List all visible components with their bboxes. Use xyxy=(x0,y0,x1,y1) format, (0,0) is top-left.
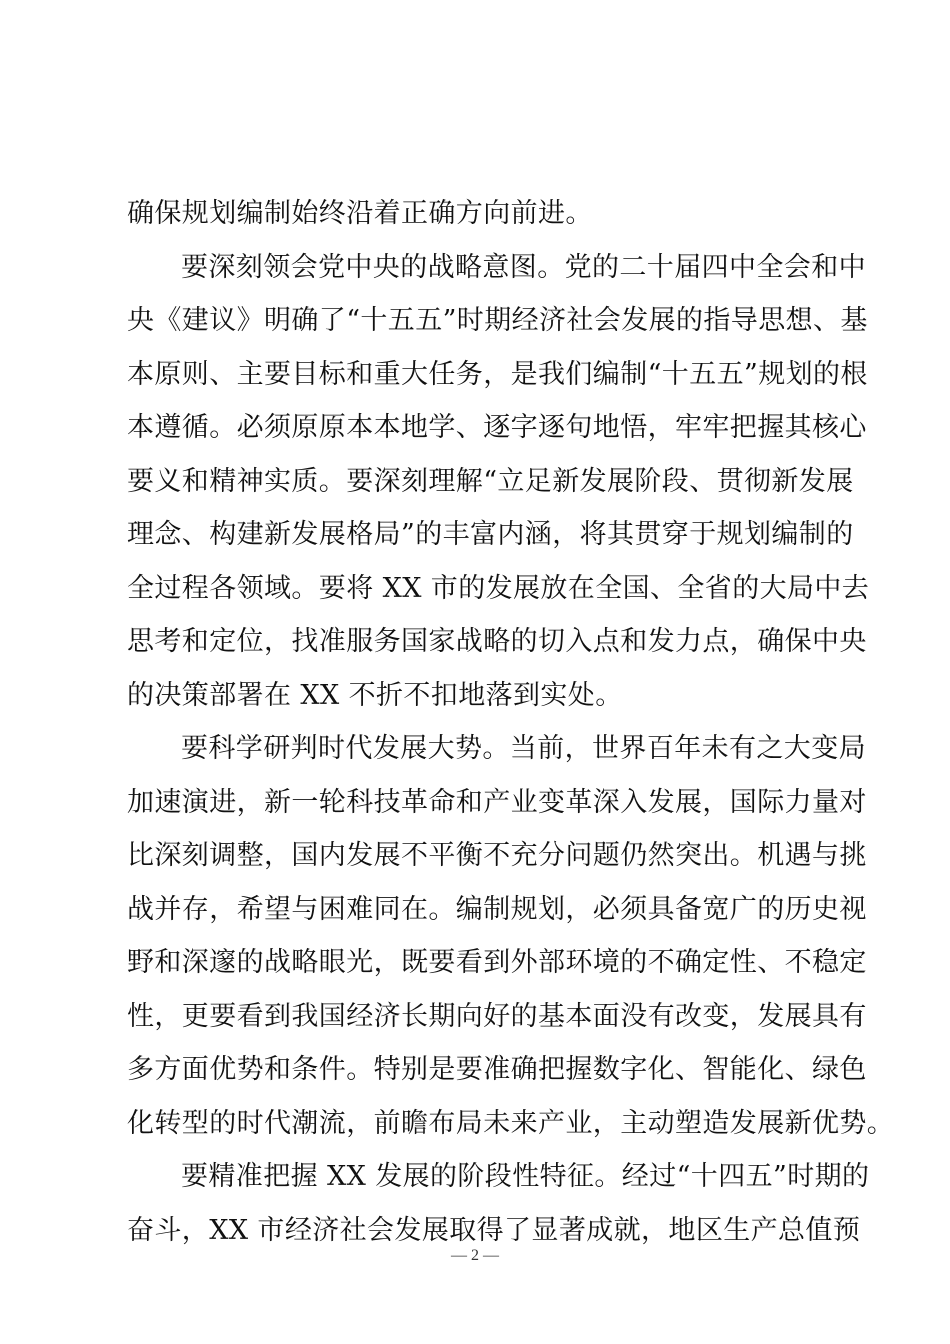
text-line: 的决策部署在 XX 不折不扣地落到实处。 xyxy=(127,679,623,711)
paragraph-start-line: 要精准把握 XX 发展的阶段性特征。经过“十四五”时期的 xyxy=(181,1161,870,1192)
text-line: 确保规划编制始终沿着正确方向前进。 xyxy=(127,198,593,229)
body-text xyxy=(127,187,895,1257)
text-line: 化转型的时代潮流，前瞻布局未来产业，主动塑造发展新优势。 xyxy=(127,1107,895,1139)
text-line: 全过程各领域。要将 XX 市的发展放在全国、全省的大局中去 xyxy=(127,572,870,604)
page-number: — 2 — xyxy=(451,1247,499,1264)
text-line: 理念、构建新发展格局”的丰富内涵，将其贯穿于规划编制的 xyxy=(127,519,854,550)
text-line: 要义和精神实质。要深刻理解“立足新发展阶段、贯彻新发展 xyxy=(127,465,854,497)
paragraph-start-line: 要科学研判时代发展大势。当前，世界百年未有之大变局 xyxy=(181,733,866,764)
text-line: 思考和定位，找准服务国家战略的切入点和发力点，确保中央 xyxy=(127,626,867,657)
text-line: 多方面优势和条件。特别是要准确把握数字化、智能化、绿色 xyxy=(127,1054,867,1085)
text-line: 本原则、主要目标和重大任务，是我们编制“十五五”规划的根 xyxy=(127,358,868,390)
text-line: 野和深邃的战略眼光，既要看到外部环境的不确定性、不稳定 xyxy=(127,947,867,978)
text-line: 央《建议》明确了“十五五”时期经济社会发展的指导思想、基 xyxy=(127,305,868,336)
text-line: 本遵循。必须原原本本地学、逐字逐句地悟，牢牢把握其核心 xyxy=(127,412,867,443)
text-line: 战并存，希望与困难同在。编制规划，必须具备宽广的历史视 xyxy=(127,893,867,925)
text-line: 加速演进，新一轮科技革命和产业变革深入发展，国际力量对 xyxy=(127,786,867,818)
text-line: 性，更要看到我国经济长期向好的基本面没有改变，发展具有 xyxy=(127,1000,867,1032)
paragraph-start-line: 要深刻领会党中央的战略意图。党的二十届四中全会和中 xyxy=(181,251,866,283)
text-line: 奋斗，XX 市经济社会发展取得了显著成就，地区生产总值预 xyxy=(127,1214,861,1246)
text-line: 比深刻调整，国内发展不平衡不充分问题仍然突出。机遇与挑 xyxy=(127,840,867,871)
